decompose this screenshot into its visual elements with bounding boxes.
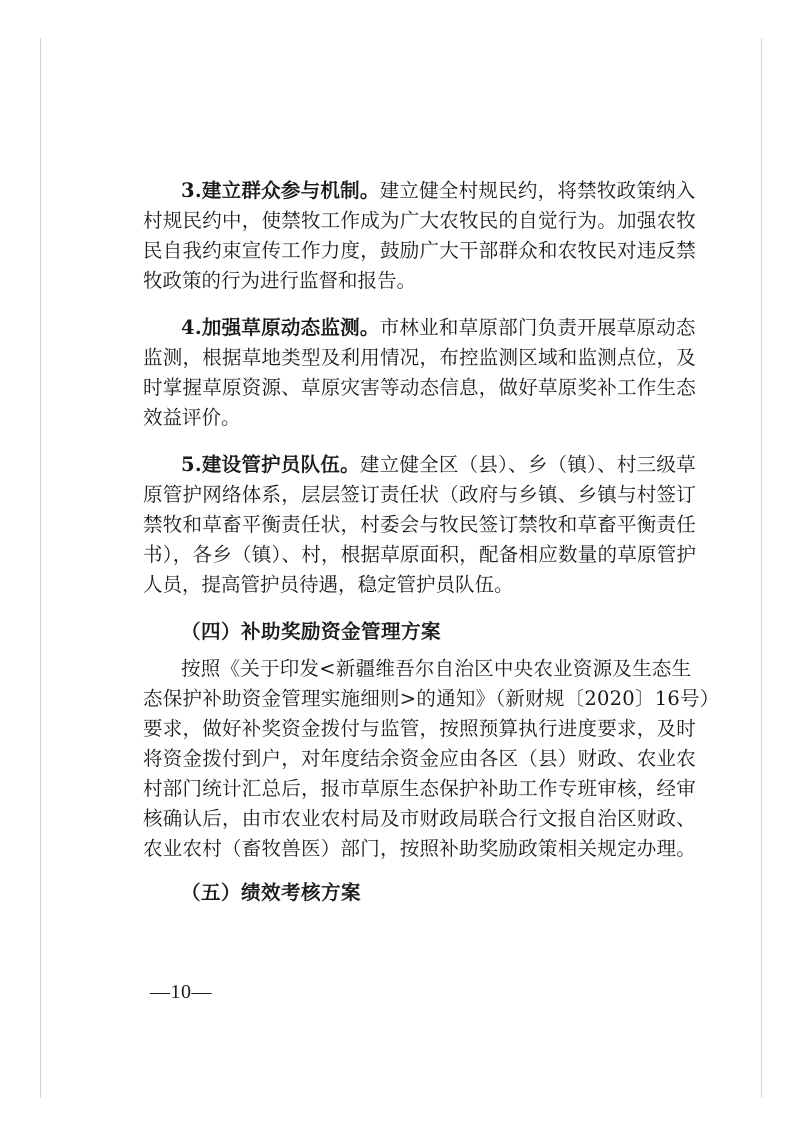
paragraph-line: 效益评价。 — [143, 406, 241, 429]
page-edge-left — [40, 38, 41, 1098]
paragraph-text: 建立健全村规民约，将禁牧政策纳入 — [379, 179, 696, 202]
paragraph-item-4 — [143, 313, 697, 433]
paragraph-item-5 — [143, 450, 697, 600]
page-number: —10— — [150, 981, 212, 1003]
page-edge-right — [761, 38, 762, 1098]
paragraph-line: 民自我约束宣传工作力度，鼓励广大干部群众和农牧民对违反禁 — [143, 239, 697, 262]
paragraph-first-line — [143, 313, 696, 343]
paragraph-text: 建立健全区（县）、乡（镇）、村三级草 — [359, 453, 696, 476]
paragraph-line: 核确认后，由市农业农村局及市财政局联合行文报自治区财政、 — [143, 807, 697, 830]
paragraph-line: 人员，提高管护员待遇，稳定管护员队伍。 — [143, 573, 514, 596]
paragraph-first-line — [143, 654, 692, 684]
paragraph-first-line — [143, 176, 696, 206]
section-heading-4 — [143, 617, 689, 647]
paragraph-first-line — [143, 450, 696, 480]
paragraph-line: 村规民约中，使禁牧工作成为广大农牧民的自觉行为。加强农牧 — [143, 209, 697, 232]
paragraph-line: 原管护网络体系，层层签订责任状（政府与乡镇、乡镇与村签订 — [143, 483, 697, 506]
paragraph-line: 农业农村（畜牧兽医）部门，按照补助奖励政策相关规定办理。 — [143, 837, 697, 860]
paragraph-lead: 3.建立群众参与机制。 — [181, 179, 380, 202]
paragraph-line: 禁牧和草畜平衡责任状，村委会与牧民签订禁牧和草畜平衡责任 — [143, 513, 697, 536]
paragraph-funding — [143, 654, 720, 864]
paragraph-line: 时掌握草原资源、草原灾害等动态信息，做好草原奖补工作生态 — [143, 376, 697, 399]
paragraph-line: 牧政策的行为进行监督和报告。 — [143, 269, 417, 292]
paragraph-text: 市林业和草原部门负责开展草原动态 — [379, 316, 696, 339]
paragraph-line: 要求，做好补奖资金拨付与监管，按照预算执行进度要求，及时 — [143, 717, 697, 740]
paragraph-line: 村部门统计汇总后，报市草原生态保护补助工作专班审核，经审 — [143, 777, 697, 800]
paragraph-lead: 4.加强草原动态监测。 — [181, 316, 380, 339]
paragraph-line: 态保护补助资金管理实施细则>的通知》（新财规〔2020〕16号） — [143, 687, 720, 710]
paragraph-line: 监测，根据草地类型及利用情况，布控监测区域和监测点位，及 — [143, 346, 697, 369]
paragraph-lead: 5.建设管护员队伍。 — [181, 453, 360, 476]
paragraph-line: 将资金拨付到户，对年度结余资金应由各区（县）财政、农业农 — [143, 747, 697, 770]
paragraph-line: 书），各乡（镇）、村，根据草原面积，配备相应数量的草原管护 — [143, 543, 697, 566]
paragraph-text: 按照《关于印发<新疆维吾尔自治区中央农业资源及生态生 — [181, 657, 692, 680]
paragraph-item-3 — [143, 176, 697, 296]
section-heading: （四）补助奖励资金管理方案 — [181, 620, 442, 643]
section-heading: （五）绩效考核方案 — [181, 881, 362, 904]
section-heading-5 — [143, 878, 689, 908]
